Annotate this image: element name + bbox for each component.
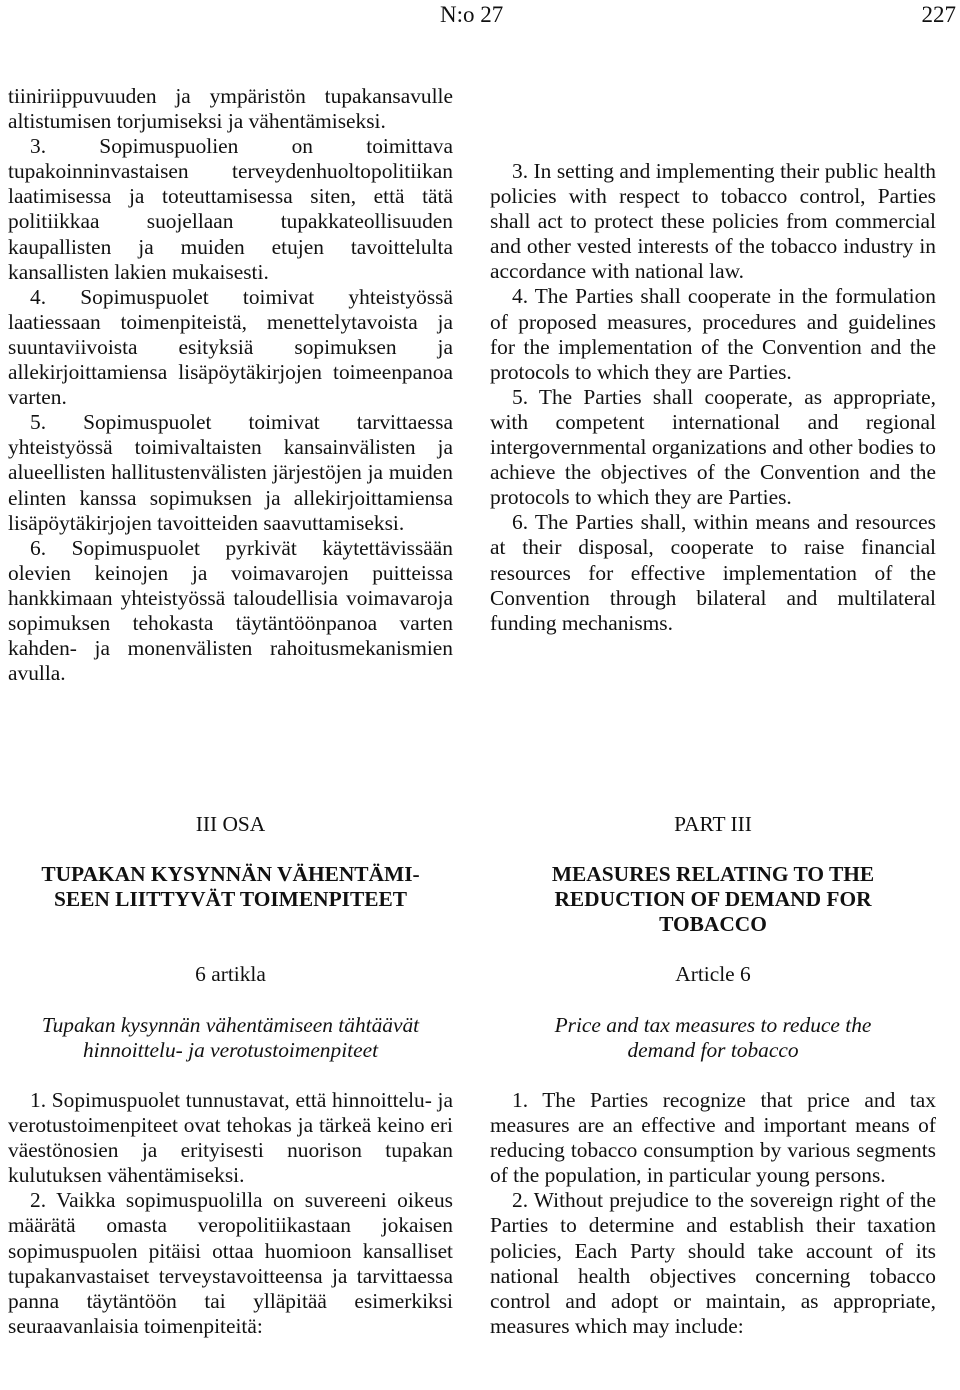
- finnish-part-heading: III OSA: [195, 812, 266, 836]
- english-part-title-line: REDUCTION OF DEMAND FOR: [554, 887, 872, 912]
- finnish-part-title-line: TUPAKAN KYSYNNÄN VÄHENTÄMI-: [41, 862, 420, 886]
- treaty-series-label: N:o 27: [440, 2, 504, 27]
- english-paragraph-4: 4. The Parties shall cooperate in the formulation of proposed measures, procedures and guidelines for the implementation of the Convention and the protocols to which they are Parties.: [490, 284, 936, 384]
- page-header: [0, 2, 960, 32]
- english-column-bottom: [490, 1088, 936, 1339]
- english-article-paragraph-1: 1. The Parties recognize that price and tax measures are an effective and important means of reducing tobacco consumption by various segments of the population, in particular young persons.: [490, 1088, 936, 1188]
- english-article-title-line: Price and tax measures to reduce the: [554, 1013, 872, 1037]
- finnish-paragraph-4: 4. Sopimuspuolet toimivat yhteistyössä laatiessaan toimenpiteistä, menettelytavoista ja suuntaviivoista esityksiä sopimuksen ja allekirjoittamiensa lisäpöytäkirjojen toimeenpanoa varten.: [8, 284, 453, 410]
- finnish-article-title-line: Tupakan kysynnän vähentämiseen tähtäävät: [41, 1013, 420, 1037]
- finnish-article-number: 6 artikla: [195, 962, 266, 986]
- page-number: 227: [921, 2, 956, 27]
- finnish-article-paragraph-1: 1. Sopimuspuolet tunnustavat, että hinnoittelu- ja verotustoimenpiteet ovat tehokas ja tärkeä keino eri väestönosien ja erityisesti nuorison tupakan kulutuksen vähentämiseksi.: [8, 1088, 453, 1188]
- english-paragraph-5: 5. The Parties shall cooperate, as appropriate, with competent international and regional intergovernmental organizations and other bodies to achieve the objectives of the Convention and the protocols to which they are Parties.: [490, 384, 936, 510]
- english-paragraph-3: 3. In setting and implementing their public health policies with respect to tobacco control, Parties shall act to protect these policies from commercial and other vested interests of the tobacco industry in accordance with national law.: [490, 159, 936, 284]
- english-part-title: [490, 862, 936, 937]
- english-part-title-line: MEASURES RELATING TO THE: [551, 862, 875, 886]
- finnish-part-title: [8, 862, 453, 912]
- finnish-article-paragraph-2: 2. Vaikka sopimuspuolilla on suvereeni oikeus määrätä omasta veropolitiikastaan jokaisen sopimuspuolen pitäisi ottaa huomioon kansalliset tupakanvastaiset terveystavoitteensa ja tarvittaessa panna täytäntöön tai ylläpitää esimerkiksi seuraavanlaisia toimenpiteitä:: [8, 1188, 453, 1338]
- english-article-number: Article 6: [675, 962, 751, 986]
- finnish-paragraph-6: 6. Sopimuspuolet pyrkivät käytettävissään olevien keinojen ja voimavarojen puitteissa hankkimaan yhteistyössä taloudellisia voimavaroja sopimuksen tehokasta täytäntöönpanoa varten kahden- ja monenvälisten rahoitusmekanismien avulla.: [8, 535, 453, 686]
- english-paragraph-6: 6. The Parties shall, within means and resources at their disposal, cooperate to raise financial resources for effective implementation of the Convention through bilateral and multilateral funding mechanisms.: [490, 510, 936, 635]
- finnish-paragraph-continued: tiiniriippuvuuden ja ympäristön tupakansavulle altistumisen torjumiseksi ja vähentämiseksi.: [8, 84, 453, 134]
- finnish-article-title: [8, 1013, 453, 1063]
- finnish-paragraph-5: 5. Sopimuspuolet toimivat tarvittaessa yhteistyössä toimivaltaisten kansainvälisten ja alueellisten hallitustenvälisten järjestöjen ja muiden elinten kanssa sopimuksen ja allekirjoittamiensa lisäpöytäkirjojen tavoitteiden saavuttamiseksi.: [8, 410, 453, 535]
- finnish-column-top: [8, 84, 453, 686]
- finnish-column-bottom: [8, 1088, 453, 1339]
- english-article-title-line: demand for tobacco: [627, 1038, 799, 1063]
- finnish-paragraph-3: 3. Sopimuspuolien on toimittava tupakoinninvastaisen terveydenhuoltopolitiikan laatimisessa ja toteuttamisessa siten, että tätä politiikkaa suojellaan tupakkateollisuuden kaupallisten ja muiden etujen tavoittelulta kansallisten lakien mukaisesti.: [8, 134, 453, 284]
- english-column-top: [490, 159, 936, 636]
- english-article-paragraph-2: 2. Without prejudice to the sovereign right of the Parties to determine and establish their taxation policies, Each Party should take account of its national health objectives concerning tobacco control and adopt or maintain, as appropriate, measures which may include:: [490, 1188, 936, 1338]
- finnish-article-title-line: hinnoittelu- ja verotustoimenpiteet: [82, 1038, 379, 1063]
- finnish-part-title-line: SEEN LIITTYVÄT TOIMENPITEET: [53, 887, 408, 912]
- english-part-title-line: TOBACCO: [659, 912, 767, 937]
- english-article-title: [490, 1013, 936, 1063]
- english-part-heading: PART III: [674, 812, 752, 836]
